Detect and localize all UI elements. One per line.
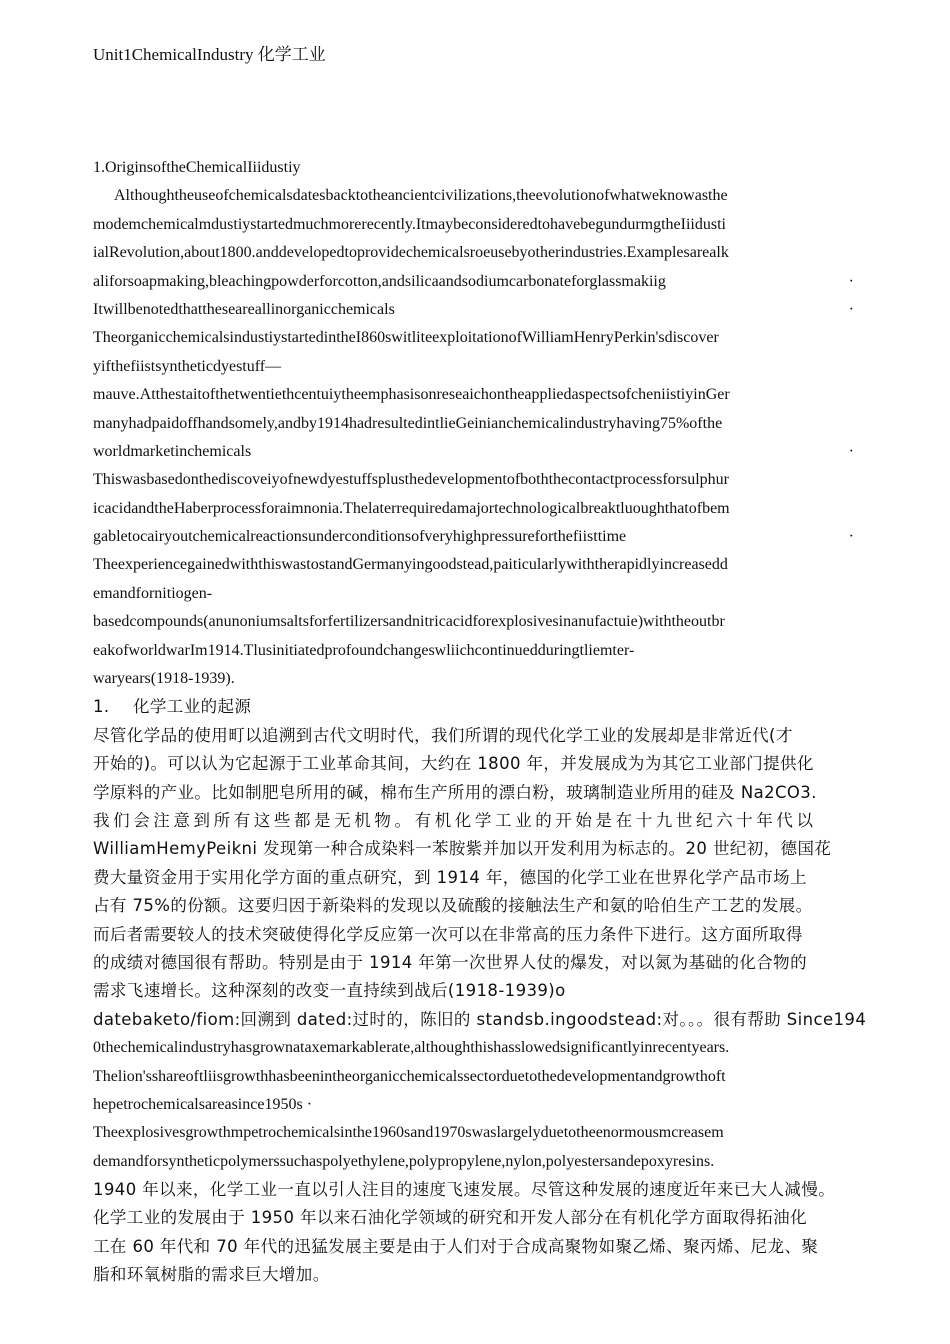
paragraph-line: waryears(1918-1939). xyxy=(93,670,235,688)
paragraph-line: 脂和环氧树脂的需求巨大增加。 xyxy=(93,1265,330,1285)
paragraph-line: Thiswasbasedonthediscoveiyofnewdyestuffsplusthedevelopmentofboththecontactprocessforsulphur xyxy=(93,471,729,489)
paragraph-line: eakofworldwarIm1914.Tlusinitiatedprofoundchangeswliichcontinuedduringtliemter- xyxy=(93,641,635,659)
paragraph-line: 费大量资金用于实用化学方面的重点研究，到 1914 年，德国的化学工业在世界化学产品市场上 xyxy=(93,867,807,887)
paragraph-line: 工在 60 年代和 70 年代的迅猛发展主要是由于人们对于合成高聚物如聚乙烯、聚丙烯、尼龙、聚 xyxy=(93,1236,819,1256)
paragraph-line: Althoughtheuseofchemicalsdatesbacktotheancientcivilizations,theevolutionofwhatweknowasthe xyxy=(114,187,728,205)
line-text: Itwillbenotedthattheseareallinorganicchemicals xyxy=(93,300,395,318)
bullet-dot: · xyxy=(848,442,854,460)
paragraph-line xyxy=(93,438,868,466)
paragraph-line: 学原料的产业。比如制肥皂所用的碱，棉布生产所用的漂白粉，玻璃制造业所用的硅及 Na2CO3. xyxy=(93,782,817,802)
paragraph-line: 1940 年以来，化学工业一直以引人注目的速度飞速发展。尽管这种发展的速度近年来已大人减慢。 xyxy=(93,1180,836,1200)
section-heading-cn xyxy=(93,693,868,721)
paragraph-line: yifthefiistsyntheticdyestuff— xyxy=(93,357,282,375)
paragraph-line xyxy=(93,296,868,324)
paragraph-line: TheexperiencegainedwiththiswastostandGermanyingoodstead,paiticularlywiththerapidlyincreasedd xyxy=(93,556,728,574)
paragraph-line: demandforsyntheticpolymerssuchaspolyethylene,polypropylene,nylon,polyestersandepoxyresins. xyxy=(93,1152,715,1170)
page-header: Unit1ChemicalIndustry 化学工业 xyxy=(93,45,326,64)
line-text: gabletocairyoutchemicalreactionsunderconditionsofveryhighpressureforthefiisttime xyxy=(93,528,627,546)
paragraph-line: mauve.AtthestaitofthetwentiethcentuiytheemphasisonreseaichontheappliedaspectsofcheniistiyinGer xyxy=(93,386,730,404)
paragraph-line: datebaketo/fiom:回溯到 dated:过时的，陈旧的 standsb.ingoodstead:对。。。很有帮助 Since194 xyxy=(93,1009,867,1029)
paragraph-line: ialRevolution,about1800.anddevelopedtoprovidechemicalsroeusebyotherindustries.Examplesarealk xyxy=(93,244,729,262)
paragraph-line xyxy=(93,268,868,296)
heading-number: 1. xyxy=(93,697,110,717)
bullet-dot: · xyxy=(848,272,854,290)
paragraph-line: 尽管化学品的使用町以追溯到古代文明时代，我们所谓的现代化学工业的发展却是非常近代(才 xyxy=(93,725,793,745)
line-text: hepetrochemicalsareasince1950s xyxy=(93,1095,303,1113)
document-body xyxy=(93,154,868,1290)
section-heading-en: 1.OriginsoftheChemicalIiidustiy xyxy=(93,159,301,176)
paragraph-line: emandfornitiogen- xyxy=(93,584,213,602)
line-text: worldmarketinchemicals xyxy=(93,442,252,460)
paragraph-line: 而后者需要较人的技术突破使得化学反应第一次可以在非常高的压力条件下进行。这方面所取得 xyxy=(93,924,803,944)
paragraph-line: Theexplosivesgrowthmpetrochemicalsinthe1960sand1970swaslargelyduetotheenormousmcreasem xyxy=(93,1124,724,1142)
paragraph-line: 化学工业的发展由于 1950 年以来石油化学领域的研究和开发人部分在有机化学方面取得拓油化 xyxy=(93,1208,807,1228)
paragraph-line: 需求飞速增长。这种深刻的改变一直持续到战后(1918-1939)o xyxy=(93,981,566,1001)
paragraph-line: 开始的)。可以认为它起源于工业革命其间，大约在 1800 年，并发展成为为其它工业部门提供化 xyxy=(93,754,814,774)
paragraph-line xyxy=(93,523,868,551)
heading-text: 化学工业的起源 xyxy=(133,697,252,717)
bullet-dot: · xyxy=(848,300,854,318)
bullet-dot: · xyxy=(306,1095,313,1113)
bullet-dot: · xyxy=(848,528,854,546)
paragraph-line: TheorganicchemicalsindustiystartedintheI860switliteexploitationofWilliamHenryPerkin'sdiscover xyxy=(93,329,719,347)
paragraph-line: 我们会注意到所有这些都是无机物。有机化学工业的开始是在十九世纪六十年代以 xyxy=(93,810,817,830)
paragraph-line: Thelion'sshareoftliisgrowthhasbeenintheorganicchemicalssectorduetothedevelopmentandgrowthoft xyxy=(93,1067,726,1085)
paragraph-line: manyhadpaidoffhandsomely,andby1914hadresultedintlieGeinianchemicalindustryhaving75%ofthe xyxy=(93,414,723,432)
paragraph-line xyxy=(93,1091,868,1119)
paragraph-line: basedcompounds(anunoniumsaltsforfertilizersandnitricacidforexplosivesinanufactuie)withtheoutbr xyxy=(93,613,725,631)
paragraph-line: icacidandtheHaberprocessforaimnonia.Thelaterrequiredamajortechnologicalbreaktluoughthatofbem xyxy=(93,499,730,517)
line-text: aliforsoapmaking,bleachingpowderforcotton,andsilicaandsodiumcarbonateforglassmakiig xyxy=(93,272,666,290)
paragraph-line: modemchemicalmdustiystartedmuchmorerecently.ItmaybeconsideredtohavebegundurmgtheIiidusti xyxy=(93,215,726,233)
paragraph-line: WilliamHemyPeikni 发现第一种合成染料一苯胺紫并加以开发利用为标志的。20 世纪初，德国花 xyxy=(93,839,832,859)
paragraph-line: 的成绩对德国很有帮助。特别是由于 1914 年第一次世界人仗的爆发，对以氮为基础的化合物的 xyxy=(93,952,807,972)
paragraph-line: 占有 75%的份额。这要归因于新染料的发现以及硫酸的接触法生产和氨的哈伯生产工艺的发展。 xyxy=(93,896,813,916)
paragraph-line: 0thechemicalindustryhasgrownataxemarkablerate,althoughthishasslowedsignificantlyinrecentyears. xyxy=(93,1039,730,1057)
